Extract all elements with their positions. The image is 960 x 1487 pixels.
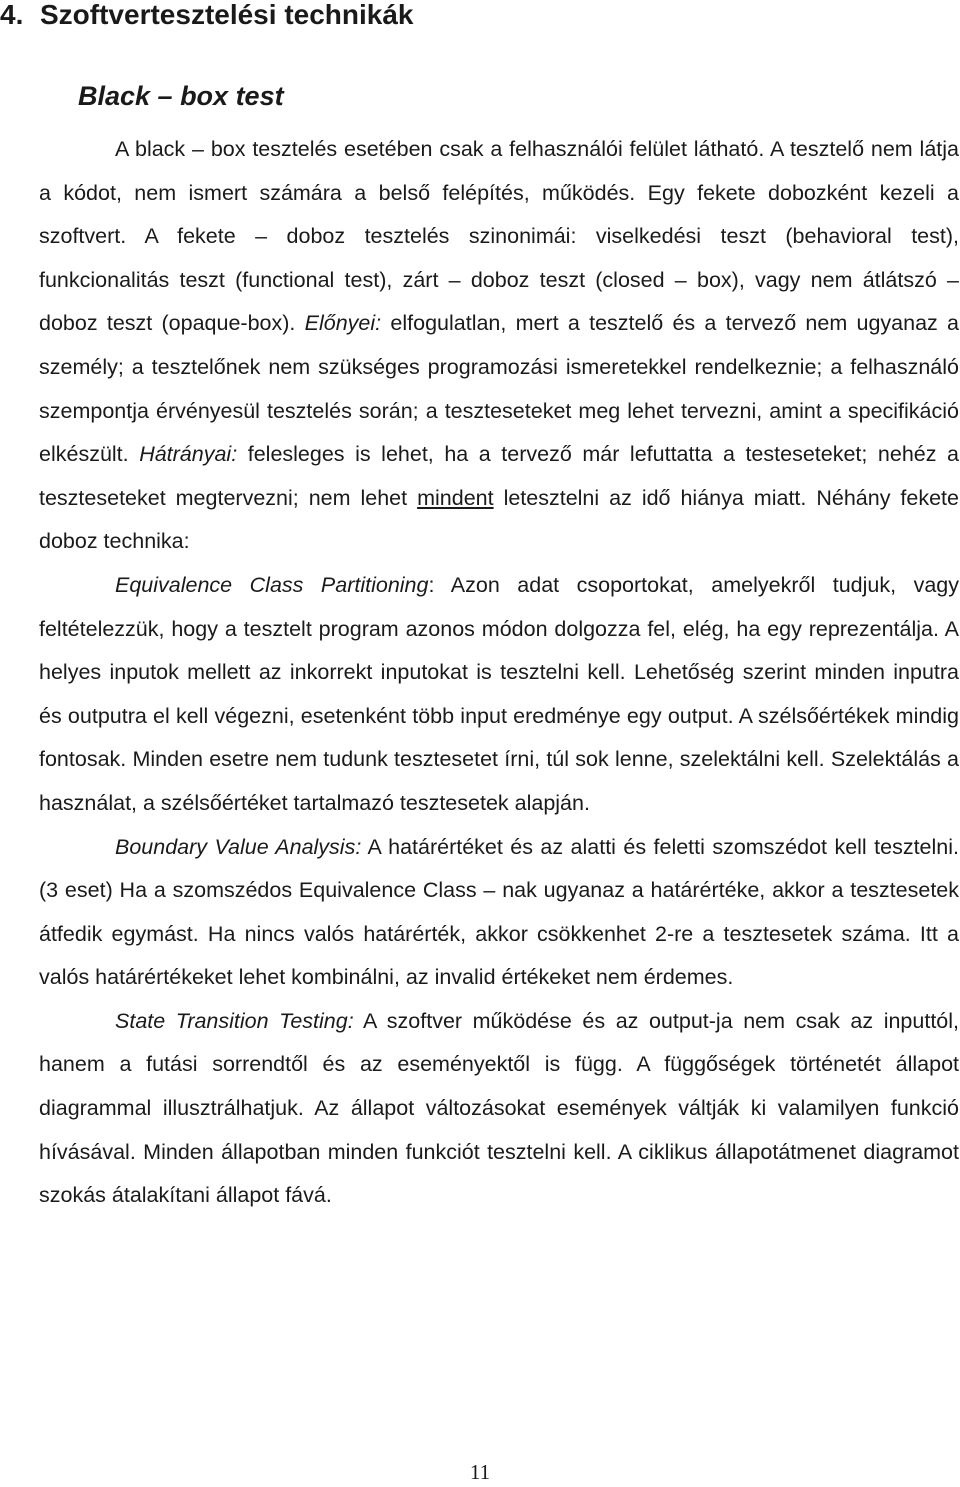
term-boundary-value: Boundary Value Analysis: [115, 834, 362, 859]
paragraph-text: : Azon adat csoportokat, amelyekről tudjuk, vagy feltételezzük, hogy a tesztelt program azonos módon dolgozza fel, elég, ha egy reprezentálja. A helyes inputok mellett az inkorrekt inputokat is tesztelni kell. Lehetőség szerint minden inputra és outputra el kell végezni, esetenként több input eredménye egy output. A szélsőértékek mindig fontosak. Minden esetre nem tudunk tesztesetet írni, túl sok lenne, szelektálni kell. Szelektálás a használat, a szélsőértéket tartalmazó tesztesetek alapján. [39, 572, 959, 815]
paragraph-state-transition [39, 1000, 959, 1218]
cons-label: Hátrányai: [139, 442, 238, 467]
page-number: 11 [469, 1460, 491, 1484]
term-state-transition: State Transition Testing: [115, 1008, 354, 1033]
paragraph-text: elfogulatlan, mert a tesztelő és a tervező nem ugyanaz a személy; a tesztelőnek nem szükséges programozási ismeretekkel rendelkeznie; a felhasználó szempontja érvényesül tesztelés során; a teszteseteket meg lehet tervezni, amint a specifikáció elkészült. [39, 311, 959, 467]
paragraph-text: A határértéket és az alatti és feletti szomszédot kell tesztelni. (3 eset) Ha a szomszédos Equivalence Class – nak ugyanaz a határértéke, akkor a tesztesetek átfedik egymást. Ha nincs valós határérték, akkor csökkenhet 2-re a tesztesetek száma. Itt a valós határértékeket lehet kombinálni, az invalid értékeket nem érdemes. [39, 834, 959, 990]
paragraph-black-box [39, 128, 959, 564]
section-heading: Black – box test [78, 81, 284, 111]
body-text [39, 128, 959, 1218]
paragraph-text: felesleges is lehet, ha a tervező már lefuttatta a testeseteket; nehéz a teszteseteket megtervezni; nem lehet [39, 442, 959, 510]
pros-label: Előnyei: [304, 311, 382, 336]
chapter-heading [0, 0, 414, 30]
paragraph-text: A szoftver működése és az output-ja nem csak az inputtól, hanem a futási sorrendtől és az eseményektől is függ. A függőségek történetét állapot diagrammal illusztrálhatjuk. Az állapot változásokat események váltják ki valamilyen funkció hívásával. Minden állapotban minden funkciót tesztelni kell. A ciklikus állapotátmenet diagramot szokás átalakítani állapot fává. [39, 1008, 959, 1208]
term-equivalence-class: Equivalence Class Partitioning [115, 572, 429, 597]
paragraph-text: letesztelni az idő hiánya miatt. Néhány fekete doboz technika: [39, 485, 959, 554]
paragraph-boundary-value [39, 826, 959, 1000]
chapter-number: 4. [0, 0, 24, 30]
paragraph-text: A black – box tesztelés esetében csak a felhasználói felület látható. A tesztelő nem látja a kódot, nem ismert számára a belső felépítés, működés. Egy fekete dobozként kezeli a szoftvert. A fekete – doboz tesztelés szinonimái: viselkedési teszt (behavioral test), funkcionalitás teszt (functional test), zárt – doboz teszt (closed – box), vagy nem átlátszó – doboz teszt (opaque-box). [39, 137, 959, 336]
chapter-title: Szoftvertesztelési technikák [40, 0, 414, 30]
paragraph-equivalence-class [39, 564, 959, 826]
underlined-word: mindent [417, 485, 494, 510]
